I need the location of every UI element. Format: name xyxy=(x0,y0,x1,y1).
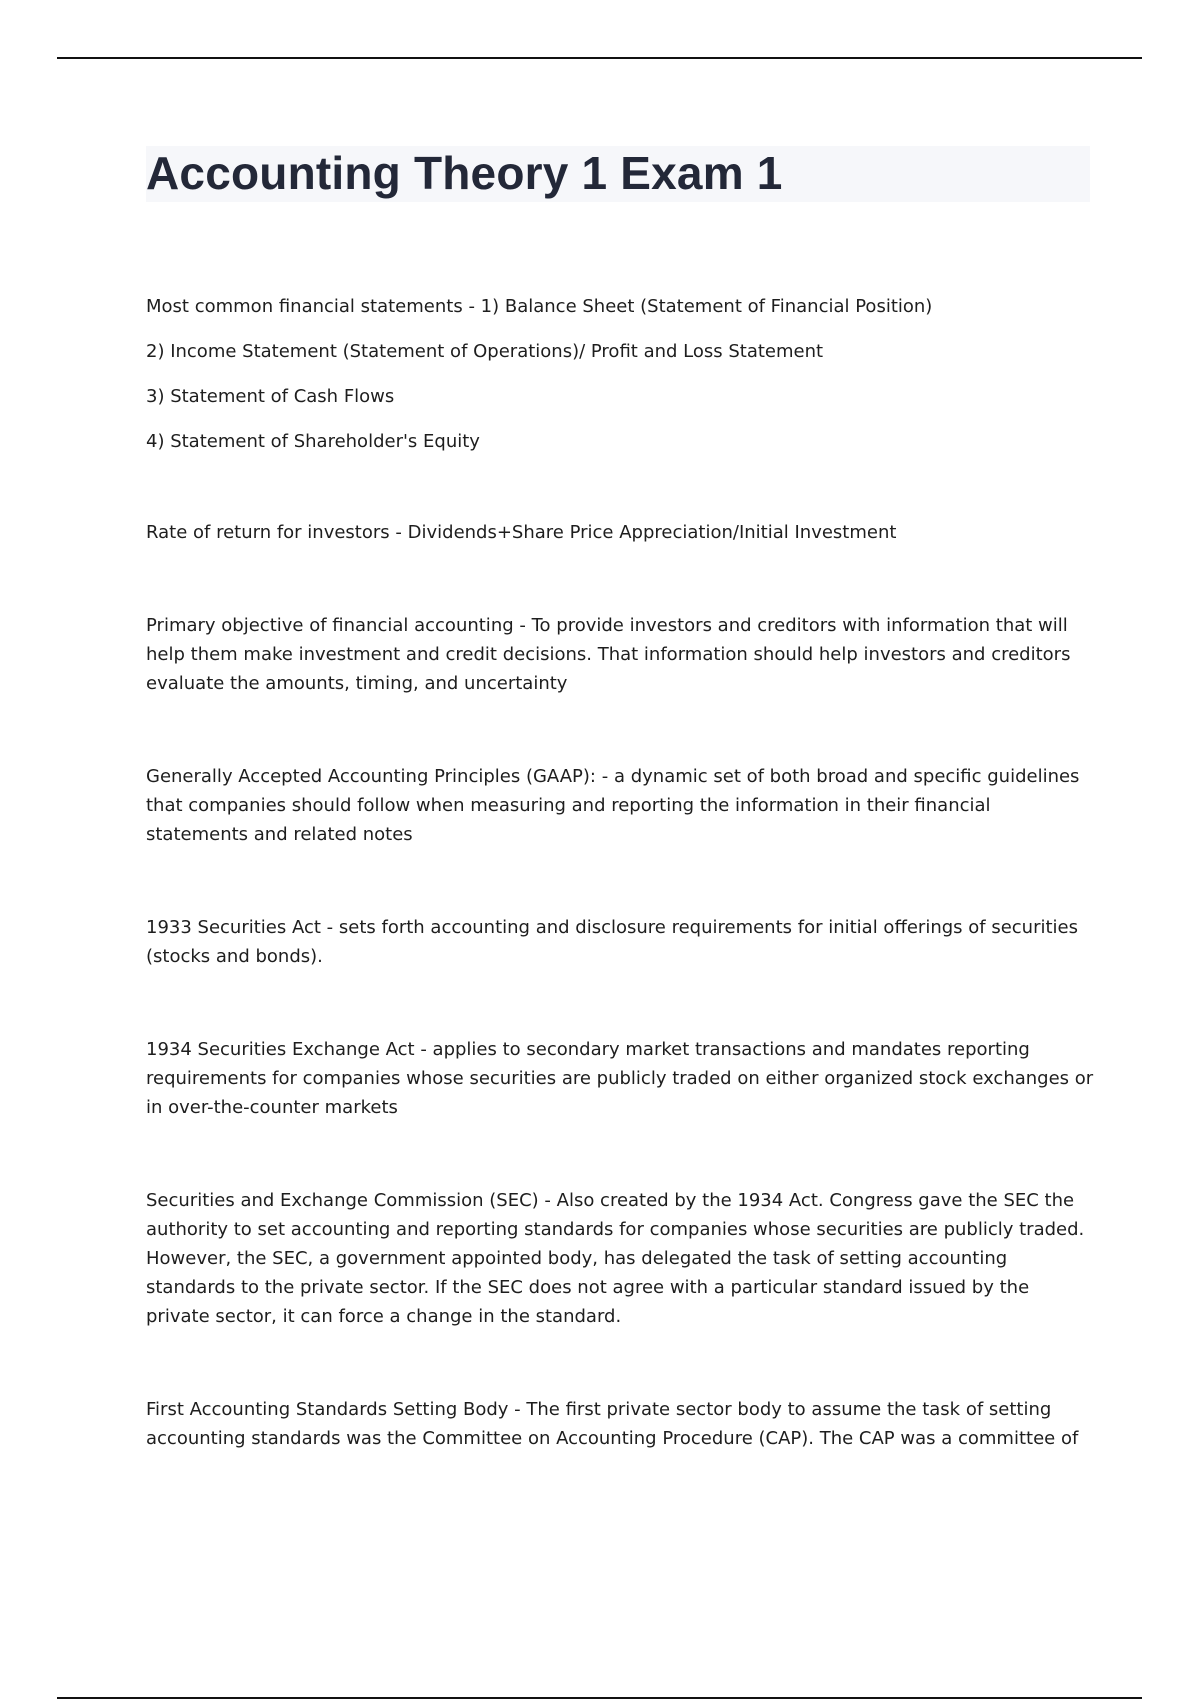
entry-separator: - xyxy=(596,766,614,787)
entry-term: 1933 Securities Act xyxy=(146,917,321,938)
intro-item: 3) Statement of Cash Flows xyxy=(146,386,395,407)
entry-separator: - xyxy=(414,1039,433,1060)
glossary-entry xyxy=(146,1035,1096,1122)
entry-term: First Accounting Standards Setting Body xyxy=(146,1399,509,1420)
glossary-entry xyxy=(146,913,1096,971)
intro-separator: - xyxy=(462,296,481,317)
entry-definition: Also created by the 1934 Act. Congress gave the SEC the authority to set accounting and reporting standards for companies whose securities are publicly traded. However, the SEC, a government appointed body, has delegated the task of setting accounting standards to the private sector. If the SEC does not agree with a particular standard issued by the private sector, it can force a change in the standard. xyxy=(146,1190,1085,1327)
entry-separator: - xyxy=(320,917,339,938)
glossary-entry xyxy=(146,1395,1096,1453)
entry-definition: applies to secondary market transactions and mandates reporting requirements for companies whose securities are publicly traded on either organized stock exchanges or in over-the-counter markets xyxy=(146,1039,1094,1118)
page-title: Accounting Theory 1 Exam 1 xyxy=(146,147,783,199)
top-rule xyxy=(57,57,1142,59)
entry-definition: a dynamic set of both broad and specific guidelines that companies should follow when measuring and reporting the information in their financial statements and related notes xyxy=(146,766,1080,845)
intro-term: Most common financial statements xyxy=(146,296,463,317)
entry-term: Rate of return for investors xyxy=(146,522,390,543)
glossary-entry xyxy=(146,611,1096,698)
entry-definition: sets forth accounting and disclosure requirements for initial offerings of securities (stocks and bonds). xyxy=(146,917,1078,967)
glossary-entry xyxy=(146,1186,1096,1331)
entry-term: Generally Accepted Accounting Principles (GAAP): xyxy=(146,766,596,787)
entry-separator: - xyxy=(389,522,408,543)
entry-separator: - xyxy=(513,615,532,636)
entry-definition: Dividends+Share Price Appreciation/Initial Investment xyxy=(407,522,897,543)
intro-line xyxy=(146,292,1096,321)
entry-definition: The first private sector body to assume the task of setting accounting standards was the Committee on Accounting Procedure (CAP). The CAP was a committee of xyxy=(146,1399,1079,1449)
entry-term: 1934 Securities Exchange Act xyxy=(146,1039,415,1060)
document-body xyxy=(146,292,1096,1453)
entry-separator: - xyxy=(538,1190,557,1211)
intro-item: 4) Statement of Shareholder's Equity xyxy=(146,431,480,452)
glossary-entry xyxy=(146,762,1096,849)
entry-definition: To provide investors and creditors with information that will help them make investment and credit decisions. That information should help investors and creditors evaluate the amounts, timing, and uncertainty xyxy=(146,615,1071,694)
intro-item: 2) Income Statement (Statement of Operations)/ Profit and Loss Statement xyxy=(146,341,824,362)
entry-separator: - xyxy=(508,1399,527,1420)
entry-term: Primary objective of financial accounting xyxy=(146,615,514,636)
entry-term: Securities and Exchange Commission (SEC) xyxy=(146,1190,539,1211)
intro-item: 1) Balance Sheet (Statement of Financial Position) xyxy=(480,296,933,317)
bottom-rule xyxy=(57,1697,1142,1699)
glossary-entry xyxy=(146,518,1096,547)
